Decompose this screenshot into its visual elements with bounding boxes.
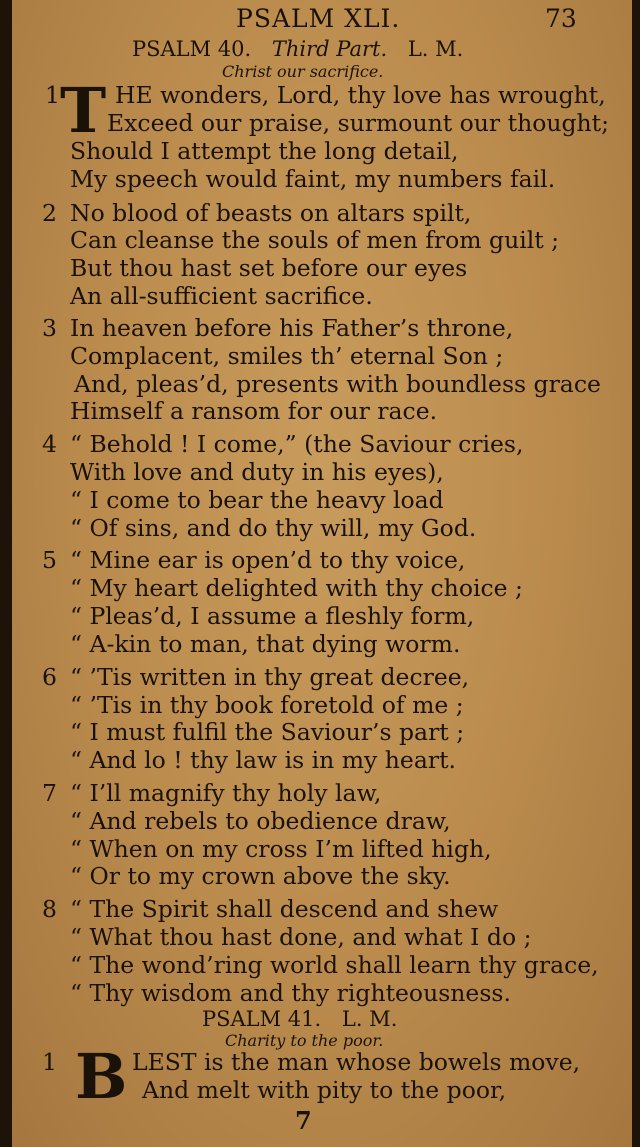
verse-line: “ What thou hast done, and what I do ;: [70, 923, 532, 951]
psalm-part: Third Part.: [271, 37, 388, 61]
verse-line: “ ’Tis in thy book foretold of me ;: [70, 691, 464, 719]
verse-line: “ Thy wisdom and thy righteousness.: [70, 979, 511, 1007]
verse-line: “ My heart delighted with thy choice ;: [70, 574, 523, 602]
stanza-number: 2: [42, 199, 57, 227]
verse-line: “ Mine ear is open’d to thy voice,: [70, 546, 466, 574]
verse-line: Complacent, smiles th’ eternal Son ;: [70, 342, 504, 370]
verse-line: “ I’ll magnify thy holy law,: [70, 779, 382, 807]
drop-cap: T: [60, 74, 107, 147]
verse-line: LEST is the man whose bowels move,: [132, 1048, 581, 1076]
psalm-heading: [132, 37, 463, 61]
verse-line: “ And lo ! thy law is in my heart.: [70, 746, 456, 774]
verse-line: “ When on my cross I’m lifted high,: [70, 835, 492, 863]
psalm-meter: L. M.: [407, 37, 464, 61]
verse-line: “ The Spirit shall descend and shew: [70, 895, 499, 923]
verse-line: “ A-kin to man, that dying worm.: [70, 630, 461, 658]
verse-line: “ I come to bear the heavy load: [70, 486, 444, 514]
verse-line: “ The wond’ring world shall learn thy grace,: [70, 951, 599, 979]
page-number: 73: [545, 4, 577, 33]
verse-line: “ Or to my crown above the sky.: [70, 862, 451, 890]
stanza-number: 4: [42, 430, 57, 458]
drop-cap: B: [75, 1040, 128, 1113]
verse-line: No blood of beasts on altars spilt,: [70, 199, 472, 227]
verse-line: “ And rebels to obedience draw,: [70, 807, 451, 835]
verse-line: And melt with pity to the poor,: [142, 1076, 507, 1104]
stanza-number: 3: [42, 314, 57, 342]
verse-line: But thou hast set before our eyes: [70, 254, 468, 282]
psalm-caption: Christ our sacrifice.: [222, 62, 384, 81]
psalm-caption: Charity to the poor.: [225, 1031, 384, 1050]
stanza-number: 1: [45, 81, 60, 109]
psalm-heading: [202, 1007, 397, 1031]
verse-line: My speech would faint, my numbers fail.: [70, 165, 556, 193]
running-header: PSALM XLI.: [236, 4, 401, 33]
verse-line: “ ’Tis written in thy great decree,: [70, 663, 470, 691]
verse-line: “ Behold ! I come,” (the Saviour cries,: [70, 430, 524, 458]
signature-mark: 7: [295, 1106, 312, 1135]
book-page: [12, 0, 632, 1147]
verse-line: HE wonders, Lord, thy love has wrought,: [115, 81, 606, 109]
psalm-title: PSALM 41.: [202, 1007, 322, 1031]
verse-line: “ I must fulfil the Saviour’s part ;: [70, 718, 465, 746]
verse-line: And, pleas’d, presents with boundless grace: [74, 370, 601, 398]
verse-line: An all-sufficient sacrifice.: [70, 282, 373, 310]
verse-line: In heaven before his Father’s throne,: [70, 314, 514, 342]
psalm-title: PSALM 40.: [132, 37, 252, 61]
verse-line: Can cleanse the souls of men from guilt ;: [70, 226, 560, 254]
verse-line: “ Pleas’d, I assume a fleshly form,: [70, 602, 475, 630]
verse-line: With love and duty in his eyes),: [70, 458, 444, 486]
stanza-number: 6: [42, 663, 57, 691]
verse-line: Himself a ransom for our race.: [70, 397, 438, 425]
verse-line: Should I attempt the long detail,: [70, 137, 459, 165]
stanza-number: 7: [42, 779, 57, 807]
verse-line: Exceed our praise, surmount our thought;: [107, 109, 610, 137]
stanza-number: 8: [42, 895, 57, 923]
stanza-number: 5: [42, 546, 57, 574]
stanza-number: 1: [42, 1048, 57, 1076]
psalm-meter: L. M.: [341, 1007, 398, 1031]
verse-line: “ Of sins, and do thy will, my God.: [70, 514, 477, 542]
